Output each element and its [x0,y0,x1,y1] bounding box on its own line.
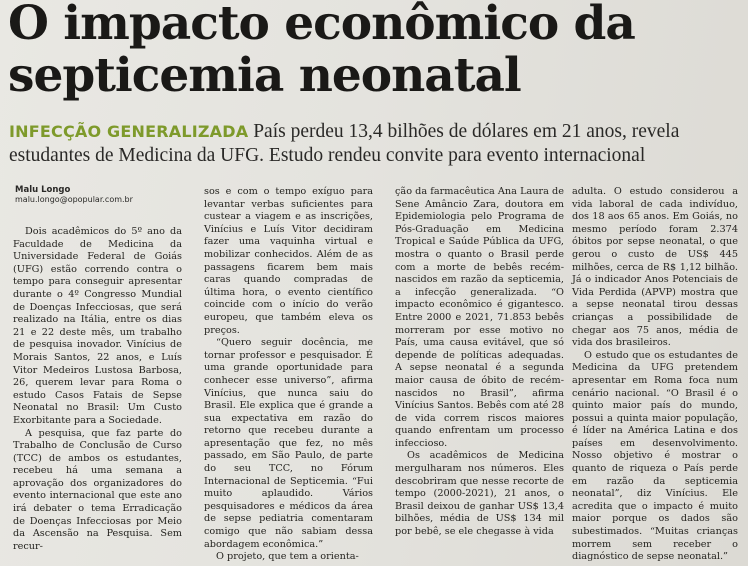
byline-email: malu.longo@opopular.com.br [15,195,133,204]
paragraph: Dois acadêmicos do 5º ano da Faculdade de Medicina da Universidade Federal de Goiás (UFG) estão correndo contra o tempo para conseguir apresentar durante o 4º Congresso Mundial de Doenças Infecciosas, que será realizado na Itália, entre os dias 21 e 22 deste mês, um trabalho de pesquisa inovador. Vinícius de Morais Santos, 22 anos, e Luís Vitor Medeiros Lustosa Barbosa, 26, querem levar para Roma o estudo Casos Fatais de Sepse Neonatal no Brasil: Um Custo Exorbitante para a Sociedade. [13,226,182,426]
article-column-1 [13,226,182,553]
kicker: INFECÇÃO GENERALIZADA [9,122,249,141]
headline-line-1: O impacto econômico da [8,0,635,51]
deck [9,120,739,168]
byline [15,185,205,205]
article-column-3 [395,186,564,539]
headline [8,0,743,102]
paragraph: O estudo que os estudantes de Medicina da UFG pretendem apresentar em Roma foca num cenário nacional. “O Brasil é o quinto maior país do mundo, possui a quinta maior população, é líder na América Latina e dos países em desenvolvimento. Nosso objetivo é mostrar o quanto de riqueza o País perde em razão da septicemia neonatal”, diz Vinícius. Ele acredita que o impacto é muito maior porque os dados são subestimados. “Muitas crianças morrem sem receber o diagnóstico de sepse neonatal.” [572,349,738,563]
paragraph: A pesquisa, que faz parte do Trabalho de Conclusão de Curso (TCC) de ambos os estudantes, recebeu há uma semana a aprovação dos organizadores do evento internacional que este ano irá debater o tema Erradicação de Doenças Infecciosas por Meio da Ascensão na Pesquisa. Sem recur- [13,427,182,552]
deck-text: País perdeu 13,4 bilhões de dólares em 21 anos, revela estudantes de Medicina da UFG. Estudo rendeu convite para evento internacional [9,121,680,166]
byline-name: Malu Longo [15,185,71,195]
paragraph: Os acadêmicos de Medicina mergulharam nos números. Eles descobriram que nesse recorte de tempo (2000-2021), 21 anos, o Brasil deixou de ganhar US$ 13,4 bilhões, média de US$ 134 mil por bebê, se ele chegasse à vida [395,450,564,538]
paragraph: O projeto, que tem a orienta- [216,551,359,563]
paragraph: adulta. O estudo considerou a vida laboral de cada indivíduo, dos 18 aos 65 anos. Em Goiás, no mesmo período foram 2.374 óbitos por sepse neonatal, o que gerou o custo de US$ 445 milhões, cerca de R$ 1,12 bilhão. Já o indicador Anos Potenciais de Vida Perdida (APVP) mostra que a sepse neonatal tirou dessas crianças a possibilidade de chegar aos 75 anos, média de vida dos brasileiros. [572,186,738,349]
paragraph: sos e com o tempo exíguo para levantar verbas suficientes para custear a viagem e as inscrições, Vinícius e Luís Vitor decidiram fazer uma vaquinha virtual e mobilizar conhecidos. Além de as passagens ficarem bem mais caras quando compradas de última hora, o evento científico coincide com o início do verão europeu, que também eleva os preços. [204,186,373,336]
article-column-2 [204,186,373,564]
paragraph: ção da farmacêutica Ana Laura de Sene Amâncio Zara, doutora em Epidemiologia pelo Programa de Pós-Graduação em Medicina Tropical e Saúde Pública da UFG, mostra o quanto o Brasil perde com a morte de bebês recém-nascidos em razão da septicemia, a infecção generalizada. “O impacto econômico é gigantesco. Entre 2000 e 2021, 71.853 bebês morreram por esse motivo no País, uma causa evitável, que só depende de políticas adequadas. A sepse neonatal é a segunda maior causa de óbito de recém-nascidos no Brasil”, afirma Vinícius Santos. Bebês com até 28 de vida correm riscos maiores quando enfrentam um processo infeccioso. [395,186,564,449]
paragraph: “Quero seguir docência, me tornar professor e pesquisador. É uma grande oportunidade para conhecer esse universo”, afirma Vinícius, que nunca saiu do Brasil. Ele explica que é grande a sua expectativa em razão do retorno que recebeu durante a apresentação que fez, no mês passado, em São Paulo, de parte do seu TCC, no Fórum Internacional de Septicemia. “Fui muito aplaudido. Vários pesquisadores e médicos da área de sepse pediatria comentaram comigo que não sabiam dessa abordagem econômica.” [204,337,373,550]
article-column-4 [572,186,738,564]
headline-line-2: septicemia neonatal [8,48,521,103]
